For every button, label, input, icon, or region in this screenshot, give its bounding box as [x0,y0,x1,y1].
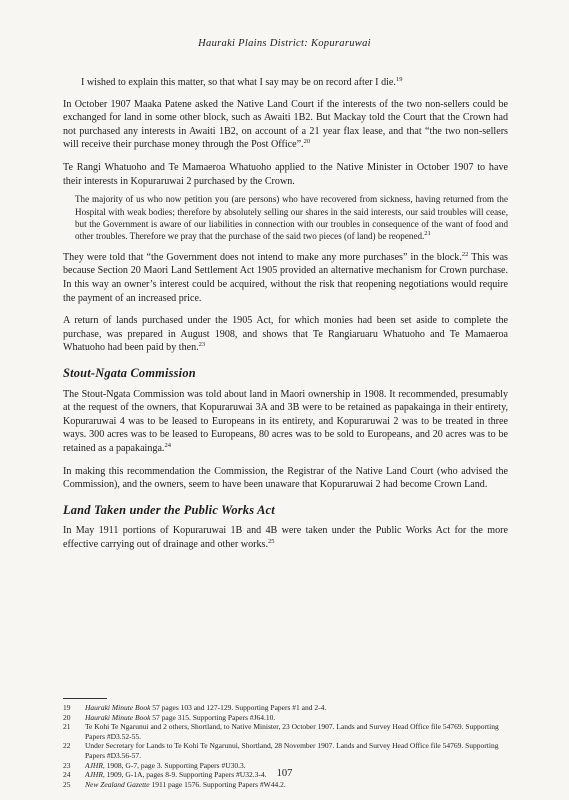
intro-quote: I wished to explain this matter, so that what I say may be on record after I die.$^{19}$ [81,76,403,88]
paragraph: In making this recommendation the Commission, the Registrar of the Native Land Court (who advised the Commission), and the owners, seem to have been unaware that Kopuraruwai 2 had become Crown Land. [63,465,508,491]
block-quote: The majority of us who now petition you (are persons) who have recovered from sickness, having returned from the Hospital with weak bodies; therefore by absolutely selling our shares in the said interests, our said troubles will cease, but the Government is aware of our liabilities in connection with our troubles in consequence of the want of food and other troubles. Therefore we pray that the purchase of the said two pieces (of land) be reopened.$^{21}$ [75,194,508,242]
footnote: 25 New Zealand Gazette 1911 page 1576. Supporting Papers #W44.2. [63,779,286,789]
footnote: 20 Hauraki Minute Book 57 page 315. Supporting Papers #J64.10. [63,712,276,722]
footnote: 21 Te Kohi Te Ngarunui and 2 others, Shortland, to Native Minister, 23 October 1907. Lands and Survey Head Office file 54769. Supporting Papers #D3.52-55. [63,722,499,741]
footnote: 22 Under Secretary for Lands to Te Kohi Te Ngarunui, Shortland, 28 November 1907. Lands and Survey Head Office file 54769. Supporting Papers #D3.56-57. [63,741,499,760]
footnote-divider [63,698,107,699]
footnote-ref: 22 [461,250,469,258]
page-number: 107 [276,768,293,779]
footnote: 19 Hauraki Minute Book 57 pages 103 and 127-129. Supporting Papers #1 and 2-4. [63,703,327,712]
footnote-ref: 25 [267,537,275,545]
paragraph: They were told that “the Government does not intend to make any more purchases” in the block.$^{22}$ This was because Section 20 Maori Land Settlement Act 1905 provided an alternative mechanism for Crown purchase. In this way an owner’s interest could be acquired, without the risk that reopening negotiations would require the payment of an increased price. [63,250,508,304]
paragraph: Te Rangi Whatuoho and Te Mamaeroa Whatuoho applied to the Native Minister in October 1907 to have their interests in Kopuraruwai 2 purchased by the Crown. [63,161,508,187]
footnote-ref: 19 [395,76,403,83]
section-heading: Land Taken under the Public Works Act [63,502,275,517]
paragraph: In May 1911 portions of Kopuraruwai 1B and 4B were taken under the Public Works Act for the more effective carrying out of drainage and other works.$^{25}$ [63,525,508,550]
running-head: Hauraki Plains District: Kopuraruwai [198,38,371,49]
paragraph: In October 1907 Maaka Patene asked the Native Land Court if the interests of the two non-sellers could be exchanged for land in some other block, such as Awaiti 1B2. But Mackay told the Court that the Crown had not purchased any interests in Awaiti 1B2, on account of a 21 year flax lease, and that “the two non-sellers will receive their purchase money through the Post Office”.$^{20}$ [63,98,508,151]
paragraph: The Stout-Ngata Commission was told about land in Maori ownership in 1908. It recommended, presumably at the request of the owners, that Kopuraruwai 3A and 3B were to be retained as papakainga in their entirety, Kopuraruwai 4 was to be leased to Europeans in its entirety, and Kopuraruwai 2 was to be treated in three ways. 300 acres was to be leased to Europeans, 80 acres was to be sold to Europeans, and 20 acres was to be retained as a papakainga.$^{24}$ [63,388,508,454]
footnote-ref: 20 [303,138,311,146]
section-heading: Stout-Ngata Commission [63,365,196,380]
footnote: 23 AJHR, 1908, G-7, page 3. Supporting Papers #U30.3. [63,760,246,770]
footnote: 24 AJHR, 1909, G-1A, pages 8-9. Supporting Papers #U32.3-4. [63,770,267,780]
body-text [63,76,508,560]
footnote-ref: 23 [198,341,206,349]
footnote-ref: 24 [164,441,171,449]
paragraph: A return of lands purchased under the 1905 Act, for which monies had been set aside to complete the purchase, was prepared in August 1908, and shows that Te Rangiaruaru Whatuoho and Te Mamaeroa Whatuoho had been paid by then.$^{23}$ [63,315,508,354]
footnote-ref: 21 [424,230,431,238]
